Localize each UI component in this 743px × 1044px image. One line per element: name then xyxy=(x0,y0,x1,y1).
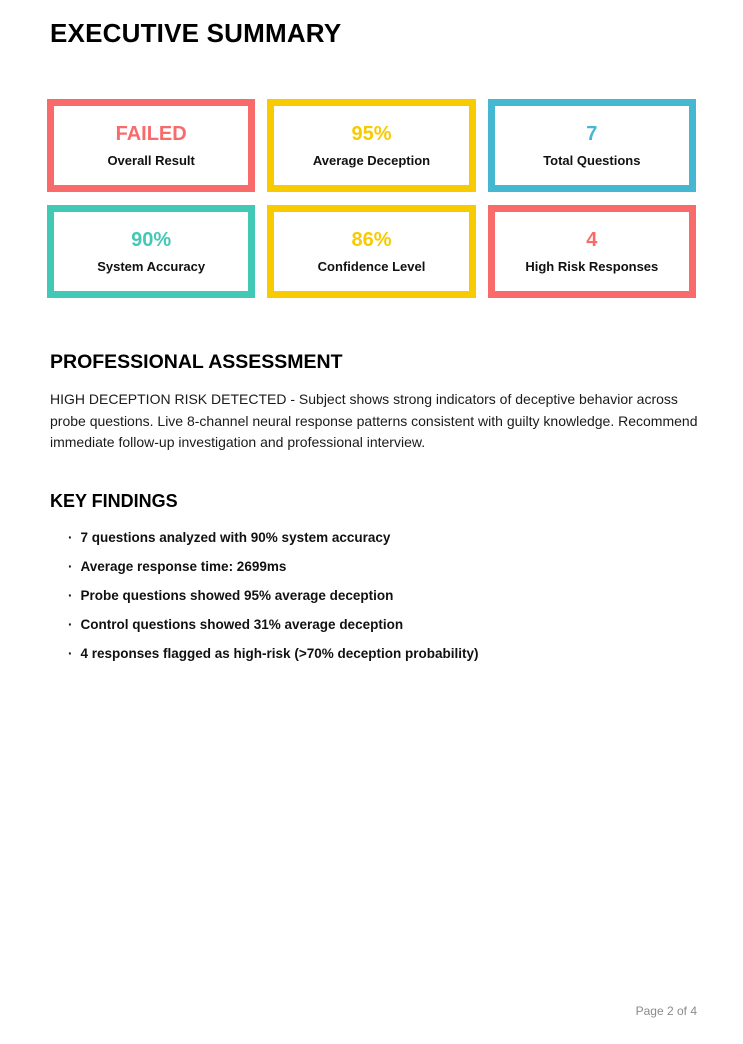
stat-card-high-risk-responses xyxy=(488,205,696,298)
bullet-icon: · xyxy=(68,529,73,545)
key-finding-item xyxy=(50,531,697,545)
stat-label: High Risk Responses xyxy=(525,259,659,274)
stat-value: FAILED xyxy=(115,123,187,145)
key-findings-list xyxy=(50,531,697,661)
key-finding-item xyxy=(50,589,697,603)
key-finding-text: 7 questions analyzed with 90% system accuracy xyxy=(80,529,391,545)
summary-cards-grid xyxy=(47,99,696,298)
key-finding-text: Control questions showed 31% average deception xyxy=(80,616,404,632)
professional-assessment-section xyxy=(50,351,697,454)
stat-value: 90% xyxy=(131,229,172,251)
stat-label: Confidence Level xyxy=(317,259,426,274)
key-finding-item xyxy=(50,647,697,661)
stat-value: 4 xyxy=(586,229,598,251)
stat-card-average-deception xyxy=(267,99,475,192)
stat-label: Average Deception xyxy=(312,153,431,168)
page-title: EXECUTIVE SUMMARY xyxy=(50,18,342,48)
bullet-icon: · xyxy=(68,558,73,574)
key-finding-item xyxy=(50,560,697,574)
bullet-icon: · xyxy=(68,645,73,661)
stat-value: 7 xyxy=(586,123,598,145)
key-finding-text: Probe questions showed 95% average deception xyxy=(80,587,394,603)
stat-card-overall-result xyxy=(47,99,255,192)
professional-assessment-heading: PROFESSIONAL ASSESSMENT xyxy=(50,351,343,373)
stat-value: 95% xyxy=(351,123,392,145)
page-number: Page 2 of 4 xyxy=(635,1004,697,1018)
stat-card-system-accuracy xyxy=(47,205,255,298)
stat-label: Total Questions xyxy=(543,153,641,168)
stat-card-confidence-level xyxy=(267,205,475,298)
key-finding-text: Average response time: 2699ms xyxy=(80,558,287,574)
key-findings-heading: KEY FINDINGS xyxy=(50,490,178,511)
key-finding-text: 4 responses flagged as high-risk (>70% deception probability) xyxy=(80,645,479,661)
professional-assessment-text: HIGH DECEPTION RISK DETECTED - Subject shows strong indicators of deceptive behavior across probe questions. Live 8-channel neural response patterns consistent with guilty knowledge. Recommend immediate follow-up investigation and professional interview. xyxy=(50,391,698,450)
stat-label: Overall Result xyxy=(107,153,195,168)
stat-value: 86% xyxy=(351,229,392,251)
bullet-icon: · xyxy=(68,587,73,603)
stat-card-total-questions xyxy=(488,99,696,192)
key-finding-item xyxy=(50,618,697,632)
stat-label: System Accuracy xyxy=(97,259,206,274)
key-findings-section xyxy=(50,491,697,661)
bullet-icon: · xyxy=(68,616,73,632)
